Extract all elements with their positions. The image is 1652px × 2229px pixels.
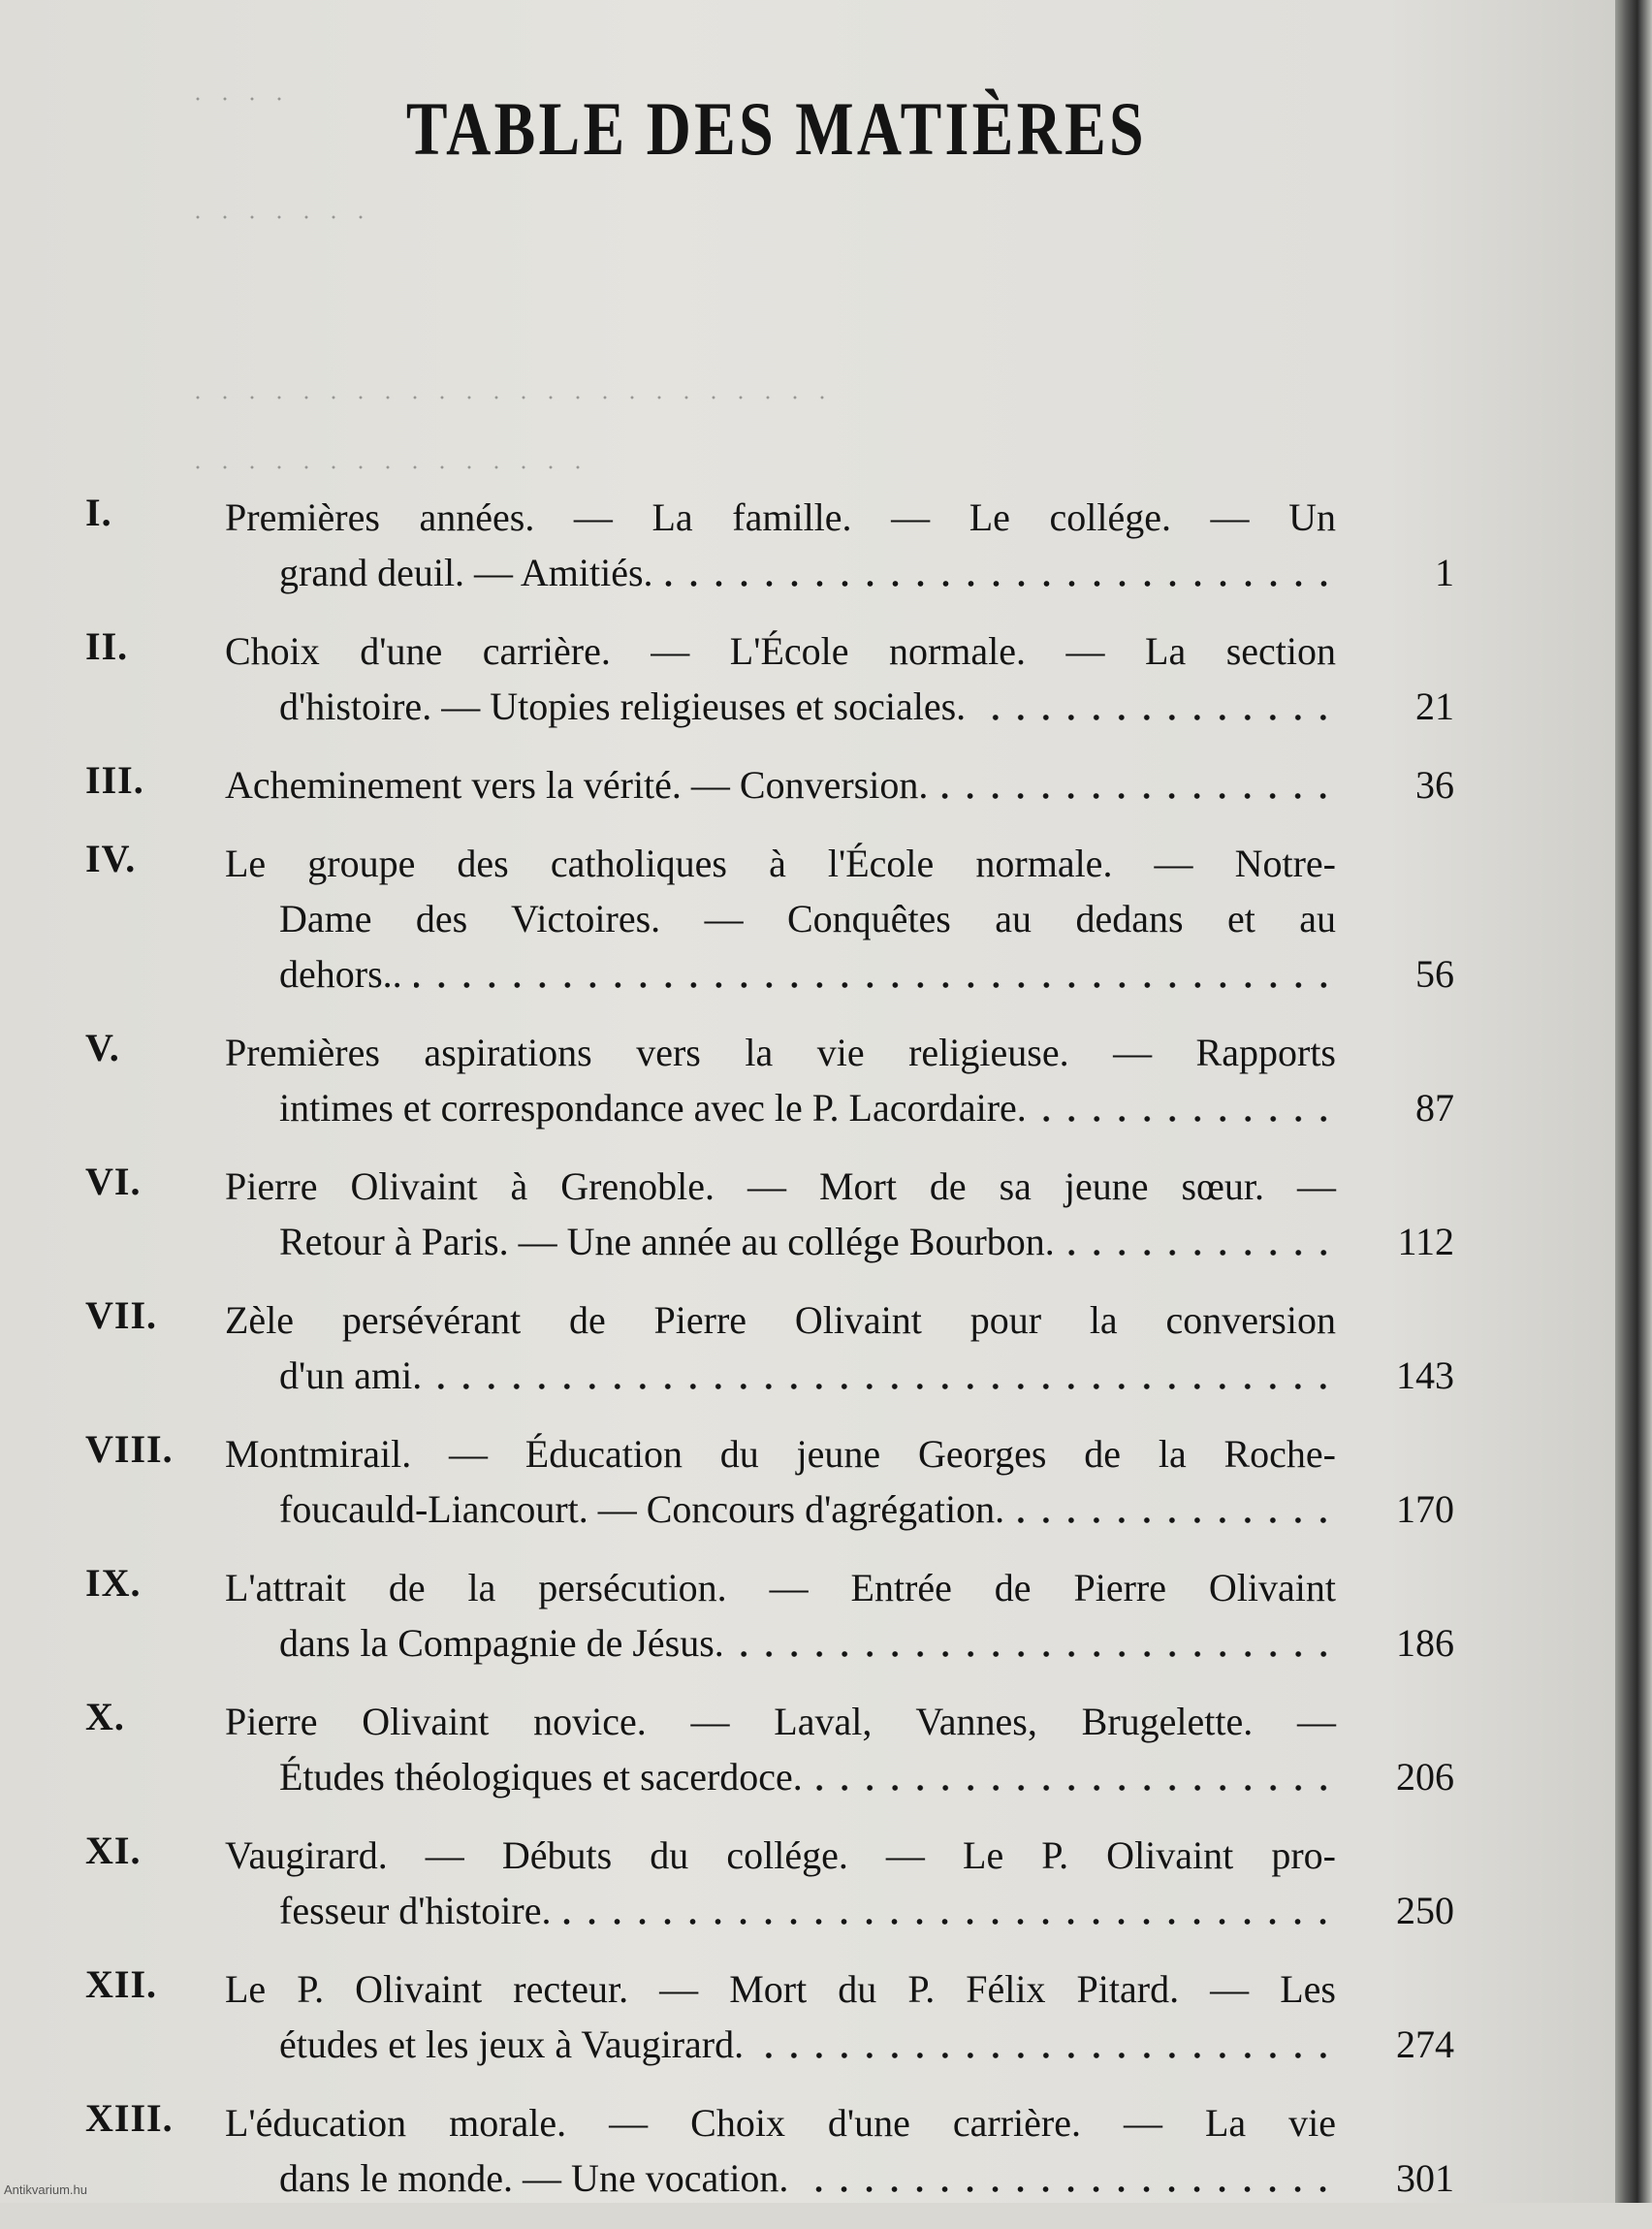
chapter-summary-line: Choix d'une carrière. — L'École normale. — La section: [225, 629, 1336, 673]
dot-leader: [800, 2186, 1336, 2192]
page-number: 186: [1396, 1621, 1454, 1665]
faint-dots: [184, 97, 291, 101]
chapter-summary-last-line: [279, 1214, 1336, 1269]
dot-leader: [814, 1785, 1336, 1791]
chapter-summary-text: études et les jeux à Vaugirard.: [279, 2022, 745, 2066]
page-number: 112: [1397, 1220, 1454, 1263]
chapter-summary-last-line: [279, 1348, 1336, 1403]
chapter-summary-line: Vaugirard. — Débuts du collége. — Le P. Olivaint pro-: [225, 1833, 1336, 1877]
chapter-number: IX.: [85, 1561, 142, 1605]
chapter-summary-line: Le groupe des catholiques à l'École normale. — Notre-: [225, 842, 1336, 885]
page-number: 170: [1396, 1487, 1454, 1531]
page-title: TABLE DES MATIÈRES: [405, 86, 1147, 171]
toc-entry: [0, 1426, 1551, 1537]
dot-leader: [433, 1384, 1336, 1389]
chapter-summary-line: Premières années. — La famille. — Le collége. — Un: [225, 495, 1336, 539]
chapter-summary-last-line: [279, 1749, 1336, 1804]
chapter-summary-text: Études théologiques et sacerdoce.: [279, 1755, 803, 1799]
chapter-summary-last-line: [279, 2017, 1336, 2072]
chapter-summary-text: intimes et correspondance avec le P. Lacordaire.: [279, 1086, 1027, 1130]
page-number: 250: [1396, 1889, 1454, 1932]
chapter-summary-line: Zèle persévérant de Pierre Olivaint pour la conversion: [225, 1298, 1336, 1342]
chapter-number: VIII.: [85, 1427, 174, 1471]
chapter-summary-text: Retour à Paris. — Une année au collége Bourbon.: [279, 1220, 1055, 1263]
chapter-number: V.: [85, 1026, 120, 1069]
dot-leader: [1038, 1116, 1336, 1122]
toc-entry: [0, 1159, 1551, 1269]
chapter-summary-last-line: [279, 1615, 1336, 1671]
table-of-contents: [0, 490, 1551, 2229]
chapter-summary-line: Pierre Olivaint novice. — Laval, Vannes, Brugelette. —: [225, 1700, 1336, 1743]
chapter-number: III.: [85, 758, 144, 802]
dot-leader: [939, 793, 1336, 799]
watermark: Antikvarium.hu: [4, 2182, 87, 2197]
page-number: 87: [1415, 1086, 1454, 1130]
toc-entry: [0, 1961, 1551, 2072]
chapter-summary-last-line: [279, 1481, 1336, 1537]
chapter-summary-line: L'éducation morale. — Choix d'une carrière. — La vie: [225, 2101, 1336, 2145]
dot-leader: [1016, 1517, 1336, 1523]
chapter-summary-text: d'histoire. — Utopies religieuses et sociales.: [279, 685, 967, 728]
chapter-summary-last-line: [279, 1080, 1336, 1135]
page-number: 274: [1396, 2022, 1454, 2066]
chapter-number: XI.: [85, 1829, 142, 1872]
chapter-summary-line: Pierre Olivaint à Grenoble. — Mort de sa jeune sœur. —: [225, 1164, 1336, 1208]
chapter-summary-text: foucauld-Liancourt. — Concours d'agrégation.: [279, 1487, 1005, 1531]
chapter-number: II.: [85, 624, 129, 668]
dot-leader: [755, 2053, 1336, 2058]
toc-entry: [0, 836, 1551, 1002]
page-number: 143: [1396, 1353, 1454, 1397]
chapter-number: VI.: [85, 1160, 142, 1203]
faint-dots: [184, 215, 378, 219]
dot-leader: [736, 1651, 1336, 1657]
faint-dots: [184, 396, 834, 399]
chapter-summary-last-line: [225, 757, 1336, 812]
chapter-summary-last-line: [279, 2150, 1336, 2206]
chapter-number: I.: [85, 491, 112, 534]
toc-entry: [0, 1292, 1551, 1403]
page-number: 1: [1435, 551, 1454, 594]
page-number: 301: [1396, 2156, 1454, 2200]
toc-entry: [0, 1694, 1551, 1804]
chapter-summary-line: L'attrait de la persécution. — Entrée de Pierre Olivaint: [225, 1566, 1336, 1609]
toc-entry: [0, 623, 1551, 734]
toc-entry: [0, 1560, 1551, 1671]
dot-leader: [1066, 1250, 1336, 1256]
page-number: 56: [1415, 952, 1454, 996]
chapter-summary-line: Le P. Olivaint recteur. — Mort du P. Félix Pitard. — Les: [225, 1967, 1336, 2011]
chapter-summary-text: d'un ami.: [279, 1353, 423, 1397]
chapter-number: XIII.: [85, 2096, 174, 2140]
dot-leader: [665, 581, 1336, 587]
dot-leader: [977, 715, 1336, 720]
toc-entry: [0, 2095, 1551, 2206]
page-edge: [1615, 0, 1652, 2203]
chapter-summary-last-line: [279, 679, 1336, 734]
chapter-summary-line: Premières aspirations vers la vie religieuse. — Rapports: [225, 1031, 1336, 1074]
page-number: 36: [1415, 763, 1454, 807]
chapter-summary-last-line: [279, 946, 1336, 1002]
faint-dots: [184, 465, 601, 469]
toc-entry: [0, 757, 1551, 812]
chapter-summary-text: Acheminement vers la vérité. — Conversion.: [225, 763, 929, 807]
dot-leader: [414, 982, 1336, 988]
chapter-summary-last-line: [279, 1883, 1336, 1938]
chapter-summary-text: dehors..: [279, 952, 402, 996]
chapter-number: IV.: [85, 837, 137, 880]
chapter-number: X.: [85, 1695, 125, 1738]
chapter-summary-text: fesseur d'histoire.: [279, 1889, 552, 1932]
toc-entry: [0, 1025, 1551, 1135]
chapter-summary-last-line: [279, 545, 1336, 600]
chapter-summary-text: dans le monde. — Une vocation.: [279, 2156, 789, 2200]
chapter-number: XII.: [85, 1962, 158, 2006]
page-number: 21: [1415, 685, 1454, 728]
toc-entry: [0, 490, 1551, 600]
dot-leader: [562, 1919, 1336, 1925]
chapter-summary-line: Dame des Victoires. — Conquêtes au dedans et au: [279, 897, 1336, 940]
toc-entry: [0, 1828, 1551, 1938]
chapter-summary-line: Montmirail. — Éducation du jeune Georges de la Roche-: [225, 1432, 1336, 1476]
page-number: 206: [1396, 1755, 1454, 1799]
chapter-summary-text: dans la Compagnie de Jésus.: [279, 1621, 724, 1665]
chapter-summary-text: grand deuil. — Amitiés.: [279, 551, 653, 594]
chapter-number: VII.: [85, 1293, 158, 1337]
